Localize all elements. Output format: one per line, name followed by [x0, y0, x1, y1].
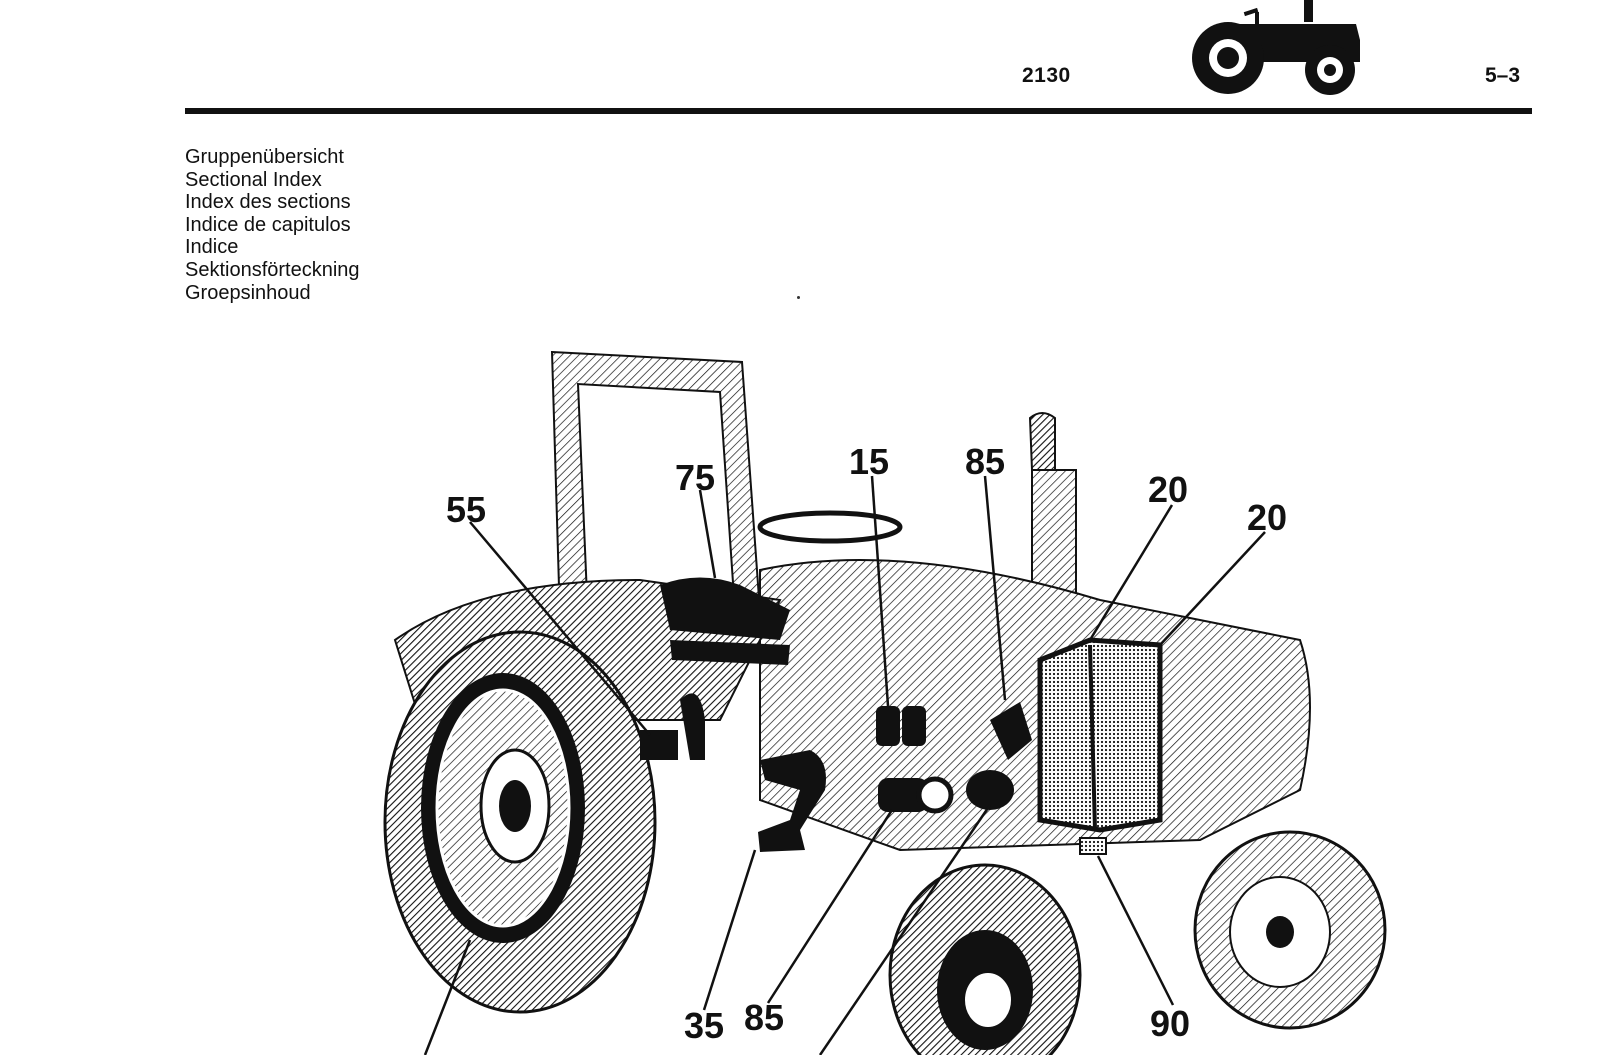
callout-85-bottom: 85	[744, 997, 785, 1038]
page-number: 5–3	[1485, 64, 1521, 87]
radiator	[1040, 640, 1160, 830]
callout-55: 55	[446, 489, 487, 530]
rear-wheel	[385, 632, 655, 1012]
callout-35: 35	[684, 1005, 725, 1046]
title-german: Gruppenübersicht	[185, 146, 344, 168]
front-wheel-left	[890, 865, 1080, 1055]
callout-90: 90	[1150, 1003, 1191, 1044]
callout-85-top: 85	[965, 441, 1006, 482]
callout-20-b: 20	[1247, 497, 1288, 538]
title-spanish: Indice de capitulos	[185, 213, 351, 236]
rops-frame	[552, 352, 760, 620]
callout-75: 75	[675, 457, 716, 498]
callout-20-a: 20	[1148, 469, 1189, 510]
steering-wheel	[760, 513, 900, 541]
title-english: Sectional Index	[185, 168, 322, 191]
grille-filter	[1080, 838, 1106, 854]
model-number: 2130	[1022, 64, 1071, 87]
title-italian: Indice	[185, 236, 239, 259]
title-swedish: Sektionsförteckning	[185, 258, 360, 281]
tractor-hood	[760, 560, 1310, 850]
title-french: Index des sections	[185, 191, 351, 214]
front-wheel-right	[1195, 832, 1385, 1028]
callout-15: 15	[849, 441, 890, 482]
title-dutch: Groepsinhoud	[185, 281, 311, 304]
